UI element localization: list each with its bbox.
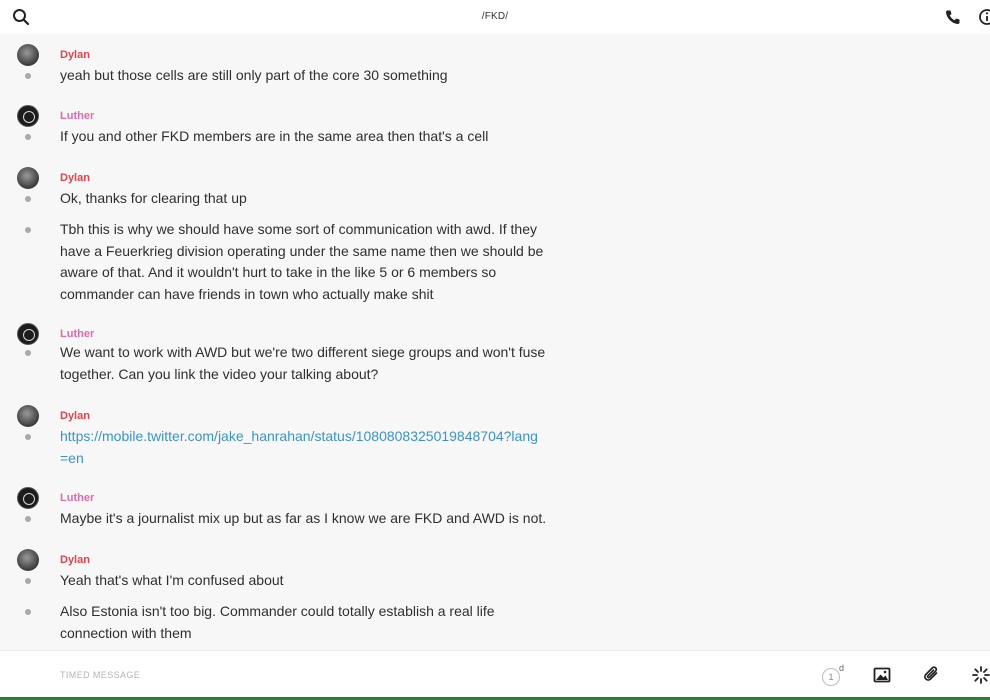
message-text[interactable] <box>60 426 540 469</box>
sender-name[interactable]: Dylan <box>60 49 90 61</box>
sender-name[interactable]: Dylan <box>60 554 90 566</box>
message-group <box>0 549 600 649</box>
avatar[interactable] <box>17 44 39 66</box>
sender-name[interactable]: Dylan <box>60 410 90 422</box>
info-icon[interactable] <box>978 8 990 26</box>
sender-name[interactable]: Luther <box>60 110 95 122</box>
timer-icon[interactable] <box>822 663 845 685</box>
paperclip-icon[interactable] <box>922 665 942 685</box>
message-dot <box>25 434 31 440</box>
conversation-title[interactable]: /FKD/ <box>481 11 509 22</box>
phone-icon[interactable] <box>944 8 962 26</box>
message-dot <box>25 516 31 522</box>
message-group <box>0 167 600 307</box>
avatar[interactable] <box>17 487 39 509</box>
message-text[interactable]: Maybe it's a journalist mix up but as far as I know we are FKD and AWD is not. <box>60 510 547 526</box>
message-text[interactable]: Also Estonia isn't too big. Commander could totally establish a real life connection with them <box>60 603 495 641</box>
composer-bar <box>0 650 990 700</box>
avatar[interactable] <box>17 549 39 571</box>
message-group <box>0 487 600 537</box>
message-dot <box>25 134 31 140</box>
message-group <box>0 44 600 94</box>
message-text[interactable]: Tbh this is why we should have some sort of communication with awd. If they have a Feuerkrieg division operating under the same name then we should be aware of that. And it wouldn't hurt to take in the like 5 or 6 members so commander can have friends in town who actually make shit <box>60 221 544 302</box>
avatar[interactable] <box>17 323 39 345</box>
timer-value: 1 <box>822 668 840 686</box>
message-text[interactable]: yeah but those cells are still only part of the core 30 something <box>60 67 448 83</box>
sparkle-icon[interactable] <box>971 665 990 685</box>
message-group <box>0 405 600 475</box>
top-bar <box>0 0 990 34</box>
message-link[interactable]: https://mobile.twitter.com/jake_hanrahan/status/1080808325019848704?lang=en <box>60 428 538 466</box>
avatar[interactable] <box>17 167 39 189</box>
message-dot <box>25 196 31 202</box>
message-group <box>0 105 600 155</box>
message-dot <box>25 73 31 79</box>
message-text[interactable]: If you and other FKD members are in the same area then that's a cell <box>60 128 489 144</box>
message-text[interactable]: We want to work with AWD but we're two different siege groups and won't fuse together. Can you link the video your talking about? <box>60 344 546 382</box>
message-text[interactable]: Ok, thanks for clearing that up <box>60 190 247 206</box>
image-icon[interactable] <box>872 665 892 685</box>
message-input[interactable] <box>60 665 560 685</box>
sender-name[interactable]: Luther <box>60 492 95 504</box>
avatar[interactable] <box>17 105 39 127</box>
avatar[interactable] <box>17 405 39 427</box>
message-dot <box>25 578 31 584</box>
timer-unit: d <box>839 663 845 673</box>
sender-name[interactable]: Luther <box>60 328 95 340</box>
message-dot <box>25 227 31 233</box>
message-dot <box>25 609 31 615</box>
sender-name[interactable]: Dylan <box>60 172 90 184</box>
message-dot <box>25 350 31 356</box>
message-group <box>0 323 600 383</box>
message-text[interactable]: Yeah that's what I'm confused about <box>60 572 284 588</box>
message-list[interactable] <box>0 34 990 650</box>
